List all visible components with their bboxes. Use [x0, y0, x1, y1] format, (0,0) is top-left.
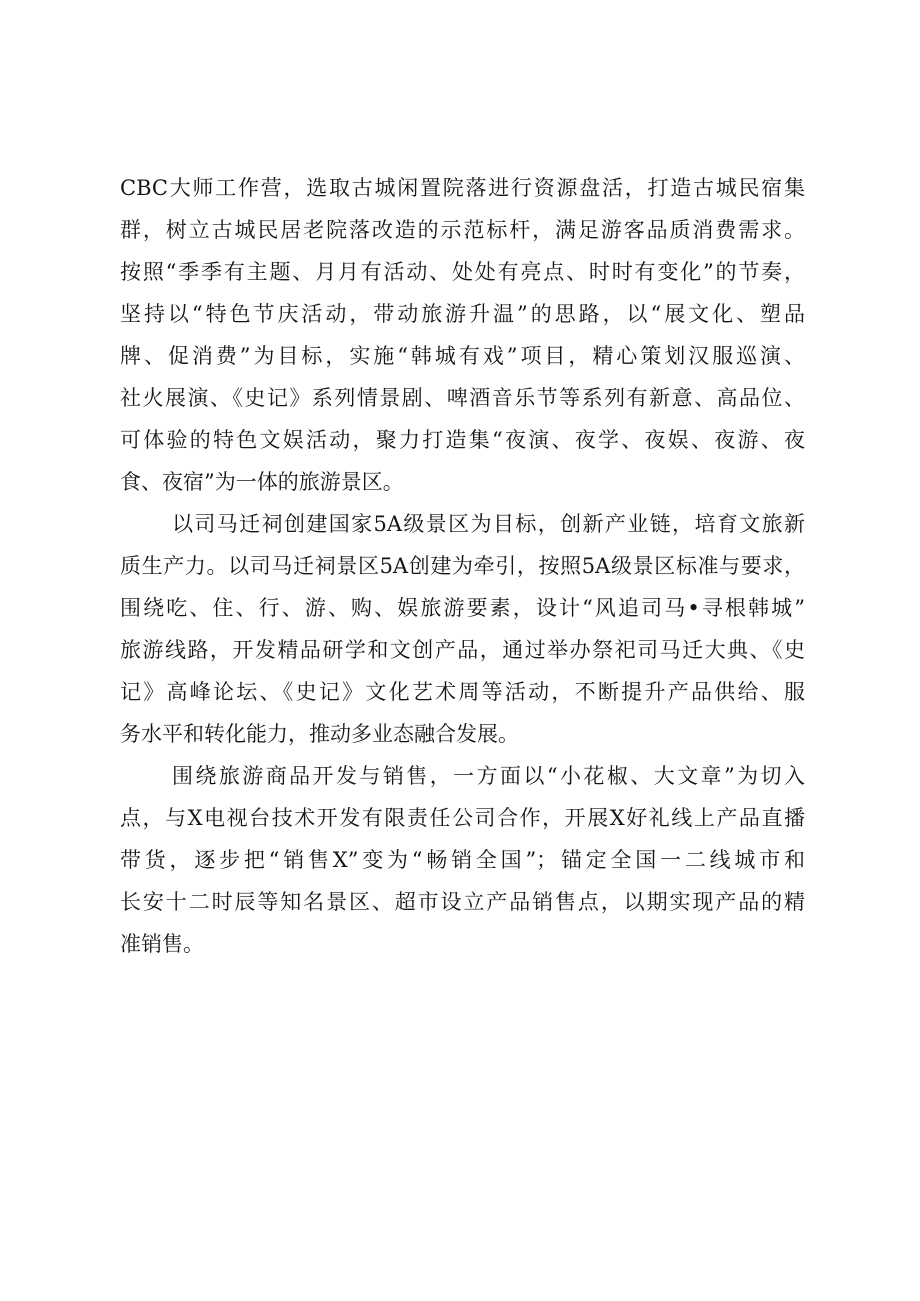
paragraph-line: 食、夜宿”为一体的旅游景区。: [120, 470, 404, 494]
paragraph-line: 准销售。: [120, 932, 204, 956]
paragraph-line: 记》高峰论坛、《史记》文化艺术周等活动，不断提升产品供给、服: [120, 680, 805, 704]
paragraph-line: 群，树立古城民居老院落改造的示范标杆，满足游客品质消费需求。: [120, 218, 805, 242]
paragraph-line: 长安十二时辰等知名景区、超市设立产品销售点，以期实现产品的精: [120, 890, 805, 914]
paragraph-line: 以司马迁祠创建国家5A级景区为目标，创新产业链，培育文旅新: [172, 512, 805, 536]
paragraph-2: [120, 503, 805, 755]
paragraph-line: 质生产力。以司马迁祠景区5A创建为牵引，按照5A级景区标准与要求，: [120, 554, 805, 578]
paragraph-line: CBC大师工作营，选取古城闲置院落进行资源盘活，打造古城民宿集: [120, 176, 805, 200]
paragraph-line: 牌、促消费”为目标，实施“韩城有戏”项目，精心策划汉服巡演、: [120, 344, 805, 368]
paragraph-line: 围绕旅游商品开发与销售，一方面以“小花椒、大文章”为切入: [172, 764, 805, 788]
paragraph-line: 可体验的特色文娱活动，聚力打造集“夜演、夜学、夜娱、夜游、夜: [120, 428, 805, 452]
paragraph-line: 社火展演、《史记》系列情景剧、啤酒音乐节等系列有新意、高品位、: [120, 386, 805, 410]
paragraph-line: 按照“季季有主题、月月有活动、处处有亮点、时时有变化”的节奏，: [120, 260, 805, 284]
paragraph-3: [120, 755, 805, 965]
paragraph-line: 务水平和转化能力，推动多业态融合发展。: [120, 722, 519, 746]
paragraph-line: 旅游线路，开发精品研学和文创产品，通过举办祭祀司马迁大典、《史: [120, 638, 805, 662]
paragraph-1: [120, 167, 805, 503]
body-text: [120, 167, 805, 965]
paragraph-line: 围绕吃、住、行、游、购、娱旅游要素，设计“风追司马•寻根韩城”: [120, 596, 805, 620]
paragraph-line: 坚持以“特色节庆活动，带动旅游升温”的思路，以“展文化、塑品: [120, 302, 805, 326]
paragraph-line: 带货，逐步把“销售X”变为“畅销全国”；锚定全国一二线城市和: [120, 848, 805, 872]
paragraph-line: 点，与X电视台技术开发有限责任公司合作，开展X好礼线上产品直播: [120, 806, 805, 830]
